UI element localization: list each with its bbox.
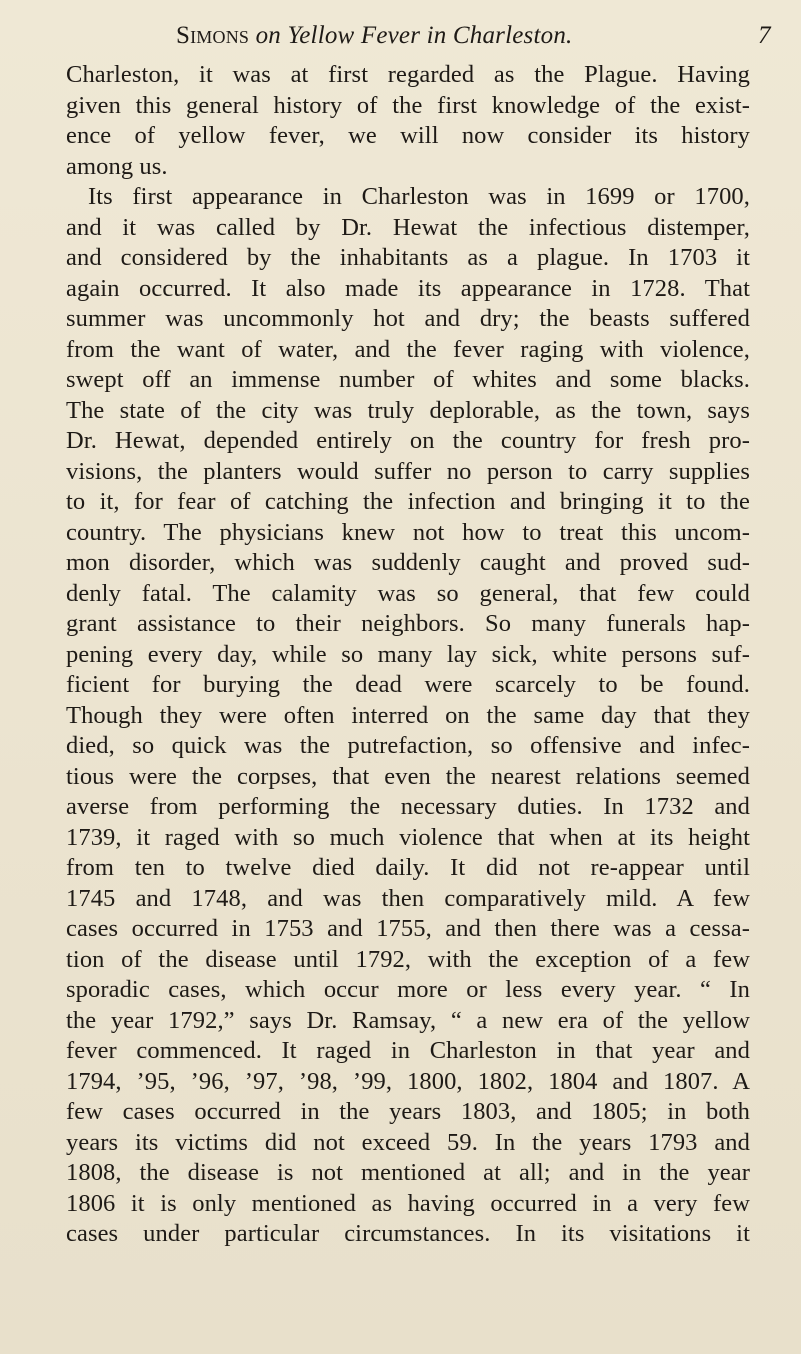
running-head-author: Simons	[176, 22, 250, 49]
text-line: again occurred. It also made its appearance in 1728. That	[66, 274, 750, 302]
text-line: cases occurred in 1753 and 1755, and then there was a cessa-	[66, 915, 750, 942]
text-line: ficient for burying the dead were scarcely to be found.	[66, 671, 750, 698]
text-line: ence of yellow fever, we will now consider its history	[66, 122, 750, 149]
text-line: the year 1792,” says Dr. Ramsay, “ a new era of the yellow	[66, 1006, 750, 1034]
text-line: from the want of water, and the fever raging with violence,	[66, 335, 750, 363]
text-line: to it, for fear of catching the infection and bringing it to the	[66, 488, 750, 515]
text-line: Dr. Hewat, depended entirely on the country for fresh pro-	[66, 427, 750, 454]
text-line: 1739, it raged with so much violence that when at its height	[66, 823, 750, 851]
text-line: denly fatal. The calamity was so general, that few could	[66, 579, 750, 607]
text-line: and considered by the inhabitants as a plague. In 1703 it	[66, 244, 750, 271]
page-number: 7	[758, 22, 771, 49]
text-line: 1745 and 1748, and was then comparatively mild. A few	[66, 884, 750, 912]
text-line: 1808, the disease is not mentioned at all; and in the year	[66, 1159, 750, 1186]
running-head-on: on	[255, 22, 281, 49]
text-line: visions, the planters would suffer no person to carry supplies	[66, 457, 750, 485]
text-line: mon disorder, which was suddenly caught and proved sud-	[66, 549, 750, 576]
text-line: 1794, ’95, ’96, ’97, ’98, ’99, 1800, 1802, 1804 and 1807. A	[66, 1067, 750, 1095]
text-line: The state of the city was truly deplorable, as the town, says	[66, 396, 750, 424]
text-line: averse from performing the necessary duties. In 1732 and	[66, 793, 750, 820]
text-line: pening every day, while so many lay sick, white persons suf-	[66, 640, 750, 668]
text-line: years its victims did not exceed 59. In the years 1793 and	[66, 1128, 750, 1156]
text-line: tion of the disease until 1792, with the exception of a few	[66, 945, 750, 973]
text-line: Its first appearance in Charleston was in 1699 or 1700,	[88, 183, 750, 210]
text-line: swept off an immense number of whites and some blacks.	[66, 366, 750, 393]
text-line: Though they were often interred on the same day that they	[66, 701, 750, 729]
text-line: sporadic cases, which occur more or less every year. “ In	[66, 976, 750, 1003]
body-text	[66, 60, 750, 1250]
text-line: cases under particular circumstances. In its visitations it	[66, 1220, 750, 1247]
text-line: tious were the corpses, that even the nearest relations seemed	[66, 762, 750, 790]
text-line: died, so quick was the putrefaction, so offensive and infec-	[66, 732, 750, 759]
running-head-book-title: Yellow Fever in Charleston.	[287, 22, 573, 49]
text-line: given this general history of the first knowledge of the exist-	[66, 91, 750, 119]
running-head-title	[176, 22, 572, 50]
text-line: summer was uncommonly hot and dry; the beasts suffered	[66, 305, 750, 332]
text-line: 1806 it is only mentioned as having occurred in a very few	[66, 1189, 750, 1217]
running-head	[0, 16, 801, 56]
text-line: and it was called by Dr. Hewat the infectious distemper,	[66, 213, 750, 241]
text-line: among us.	[66, 152, 168, 180]
text-line: grant assistance to their neighbors. So many funerals hap-	[66, 610, 750, 637]
text-line: fever commenced. It raged in Charleston in that year and	[66, 1037, 750, 1064]
text-line: Charleston, it was at first regarded as the Plague. Having	[66, 61, 750, 88]
text-line: country. The physicians knew not how to treat this uncom-	[66, 518, 750, 546]
text-line: few cases occurred in the years 1803, and 1805; in both	[66, 1098, 750, 1125]
text-line: from ten to twelve died daily. It did not re-appear until	[66, 854, 750, 881]
